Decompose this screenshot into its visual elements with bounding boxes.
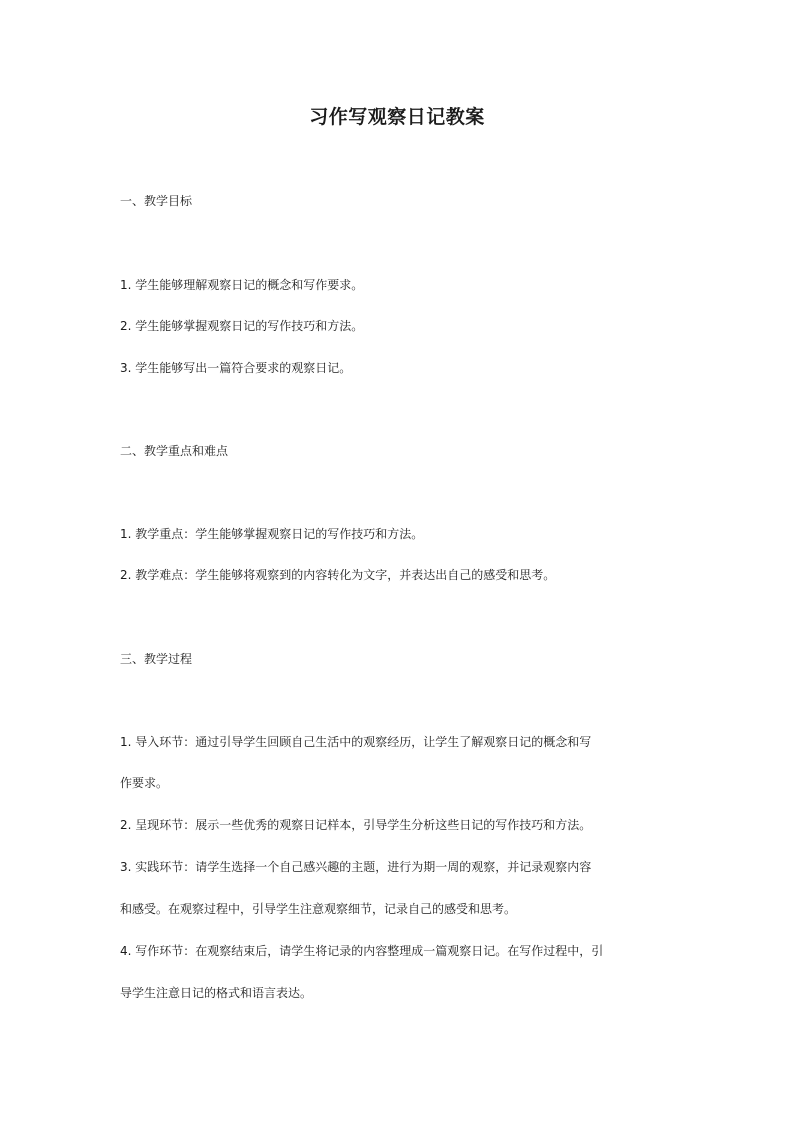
- section-heading-process: 三、教学过程: [120, 652, 193, 666]
- list-item: 4. 写作环节：在观察结束后，请学生将记录的内容整理成一篇观察日记。在写作过程中，引: [120, 944, 604, 958]
- document-title: 习作写观察日记教案: [309, 106, 485, 128]
- list-item-continuation: 作要求。: [120, 776, 169, 790]
- list-item: 3. 学生能够写出一篇符合要求的观察日记。: [120, 361, 352, 375]
- list-item: 1. 导入环节：通过引导学生回顾自己生活中的观察经历，让学生了解观察日记的概念和写: [120, 735, 592, 749]
- list-item: 3. 实践环节：请学生选择一个自己感兴趣的主题，进行为期一周的观察，并记录观察内容: [120, 860, 592, 874]
- list-item: 2. 教学难点：学生能够将观察到的内容转化为文字，并表达出自己的感受和思考。: [120, 568, 556, 582]
- list-item: 2. 呈现环节：展示一些优秀的观察日记样本，引导学生分析这些日记的写作技巧和方法。: [120, 818, 592, 832]
- list-item-continuation: 导学生注意日记的格式和语言表达。: [120, 986, 313, 1000]
- list-item: 1. 学生能够理解观察日记的概念和写作要求。: [120, 278, 364, 292]
- list-item-continuation: 和感受。在观察过程中，引导学生注意观察细节，记录自己的感受和思考。: [120, 902, 517, 916]
- section-heading-objectives: 一、教学目标: [120, 194, 193, 208]
- list-item: 2. 学生能够掌握观察日记的写作技巧和方法。: [120, 319, 364, 333]
- section-heading-key-points: 二、教学重点和难点: [120, 444, 229, 458]
- list-item: 1. 教学重点：学生能够掌握观察日记的写作技巧和方法。: [120, 527, 424, 541]
